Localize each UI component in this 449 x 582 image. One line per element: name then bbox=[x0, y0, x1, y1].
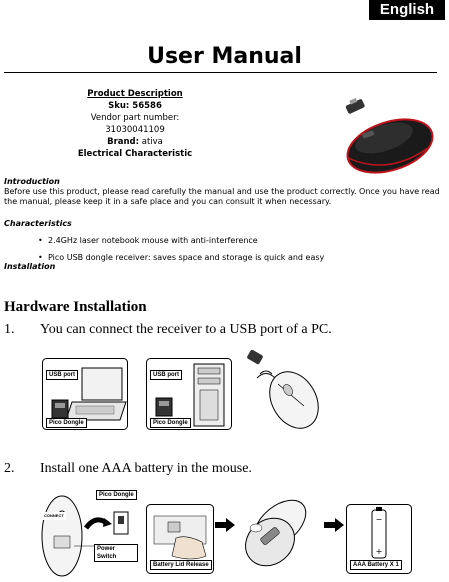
svg-text:+: + bbox=[375, 547, 383, 556]
electrical-characteristic: Electrical Characteristic bbox=[77, 149, 193, 159]
mouse-icon bbox=[341, 110, 438, 178]
step-1 bbox=[4, 322, 332, 338]
characteristic-text: Pico USB dongle receiver: saves space and storage is quick and easy bbox=[48, 253, 325, 262]
mouse-dongle-figure bbox=[244, 350, 320, 432]
usb-port-label: USB port bbox=[150, 370, 182, 380]
brand-label: Brand: bbox=[107, 137, 140, 147]
svg-text:−: − bbox=[375, 515, 383, 524]
connect-label: CONNECT bbox=[44, 513, 64, 518]
bullet-icon: • bbox=[38, 253, 43, 262]
pico-dongle-label: Pico Dongle bbox=[46, 418, 87, 428]
pico-dongle-label: Pico Dongle bbox=[150, 418, 191, 428]
page-title: User Manual bbox=[147, 44, 302, 69]
battery-insert-figure bbox=[236, 484, 316, 578]
battery-lid-release-label: Battery Lid Release bbox=[150, 560, 212, 570]
pico-dongle-label: Pico Dongle bbox=[96, 490, 137, 500]
characteristic-item bbox=[38, 236, 258, 245]
aaa-battery-figure bbox=[346, 504, 412, 574]
step-number: 1. bbox=[4, 322, 15, 337]
installation-label: Installation bbox=[4, 262, 56, 271]
arrow-icon bbox=[324, 518, 344, 532]
step-number: 2. bbox=[4, 461, 15, 476]
step-text: Install one AAA battery in the mouse. bbox=[40, 461, 252, 476]
characteristic-text: 2.4GHz laser notebook mouse with anti-interference bbox=[48, 236, 258, 245]
mouse-underside-figure bbox=[38, 486, 138, 582]
product-description-heading: Product Description bbox=[87, 89, 183, 99]
title-divider bbox=[4, 72, 437, 73]
hardware-installation-heading: Hardware Installation bbox=[4, 299, 147, 315]
step-2 bbox=[4, 461, 252, 477]
power-switch-label: Power Switch bbox=[94, 544, 138, 562]
product-description bbox=[60, 88, 210, 160]
battery-lid-figure bbox=[146, 504, 214, 574]
introduction-text: Before use this product, please read carefully the manual and use the product correctly. Once you have read the manual, please keep it in a safe place and you can consult it when necessary. bbox=[4, 187, 440, 206]
introduction-label: Introduction bbox=[4, 177, 60, 186]
laptop-usb-figure bbox=[42, 358, 128, 430]
language-badge: English bbox=[369, 0, 445, 20]
characteristics-label: Characteristics bbox=[4, 219, 72, 228]
product-sku: Sku: 56586 bbox=[108, 101, 162, 111]
bullet-icon: • bbox=[38, 236, 43, 245]
step-text: You can connect the receiver to a USB port of a PC. bbox=[40, 322, 332, 337]
vendor-number: 31030041109 bbox=[105, 125, 165, 135]
vendor-label: Vendor part number: bbox=[90, 113, 180, 123]
usb-port-label: USB port bbox=[46, 370, 78, 380]
arrow-icon bbox=[215, 518, 235, 532]
brand-value: ativa bbox=[141, 137, 163, 147]
mouse-product-image bbox=[328, 98, 438, 178]
desktop-usb-figure bbox=[146, 358, 232, 430]
dongle-icon bbox=[345, 98, 365, 114]
brand-line bbox=[60, 136, 210, 148]
aaa-battery-label: AAA Battery X 1 bbox=[350, 560, 402, 570]
characteristic-item bbox=[38, 253, 324, 262]
